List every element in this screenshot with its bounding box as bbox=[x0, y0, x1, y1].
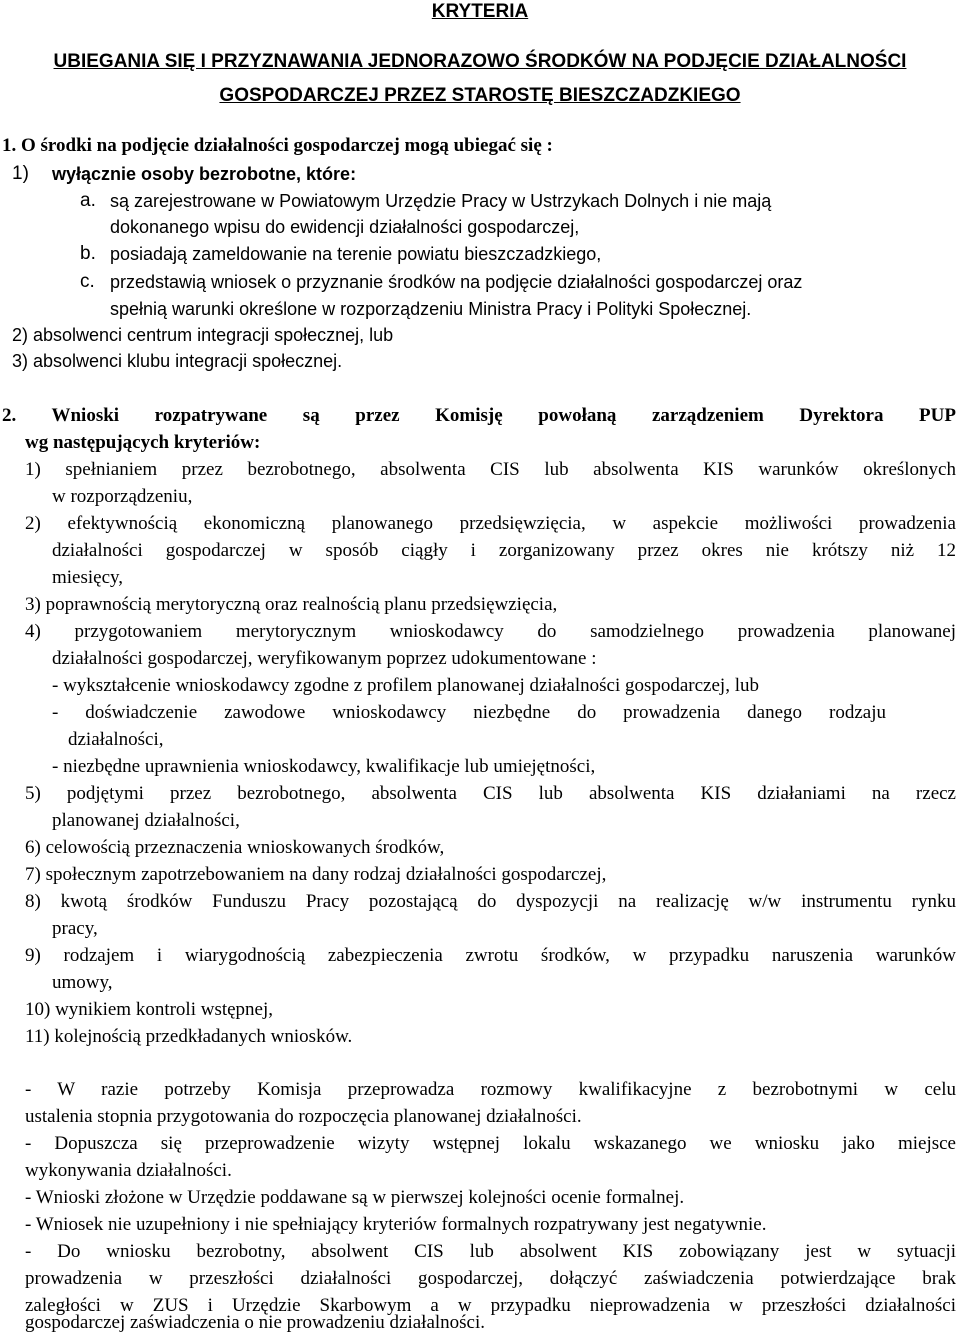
section-1-item-a-label: a. bbox=[80, 190, 96, 211]
criterion-11: 11) kolejnością przedkładanych wniosków. bbox=[25, 1026, 353, 1047]
criterion-6: 6) celowością przeznaczenia wnioskowanych środków, bbox=[25, 837, 445, 858]
section-2-heading-line-1: 2. Wnioski rozpatrywane są przez Komisję powołaną zarządzeniem Dyrektora PUP bbox=[2, 405, 956, 426]
section-1-item-a-line-1: są zarejestrowane w Powiatowym Urzędzie Pracy w Ustrzykach Dolnych i nie mają bbox=[110, 191, 772, 211]
criterion-10: 10) wynikiem kontroli wstępnej, bbox=[25, 999, 274, 1020]
section-2-heading-line-2: wg następujących kryteriów: bbox=[25, 432, 261, 453]
section-1-item-a-line-2: dokonanego wpisu do ewidencji działalności gospodarczej, bbox=[110, 217, 580, 237]
note-1-line-2: ustalenia stopnia przygotowania do rozpoczęcia planowanej działalności. bbox=[25, 1106, 582, 1127]
criterion-7: 7) społecznym zapotrzebowaniem na dany rodzaj działalności gospodarczej, bbox=[25, 864, 607, 885]
criterion-1-line-1: 1) spełnianiem przez bezrobotnego, absolwenta CIS lub absolwenta KIS warunków określonych bbox=[25, 459, 956, 480]
note-1-line-1: - W razie potrzeby Komisja przeprowadza rozmowy kwalifikacyjne z bezrobotnymi w celu bbox=[25, 1079, 956, 1100]
note-3: - Wnioski złożone w Urzędzie poddawane są w pierwszej kolejności ocenie formalnej. bbox=[25, 1187, 685, 1208]
document-subtitle-line-1: UBIEGANIA SIĘ I PRZYZNAWANIA JEDNORAZOWO ŚRODKÓW NA PODJĘCIE DZIAŁALNOŚCI bbox=[53, 51, 907, 72]
section-1-item-1-label: 1) bbox=[12, 163, 29, 184]
criterion-4-bullet-2-line-2: działalności, bbox=[68, 729, 164, 750]
section-1-item-b-label: b. bbox=[80, 243, 96, 264]
criterion-8-line-1: 8) kwotą środków Funduszu Pracy pozostającą do dyspozycji na realizację w/w instrumentu rynku bbox=[25, 891, 956, 912]
criterion-1-line-2: w rozporządzeniu, bbox=[52, 486, 193, 507]
criterion-5-line-1: 5) podjętymi przez bezrobotnego, absolwenta CIS lub absolwenta KIS działaniami na rzecz bbox=[25, 783, 956, 804]
section-1-item-b-line-1: posiadają zameldowanie na terenie powiatu bieszczadzkiego, bbox=[110, 244, 602, 264]
document-title: KRYTERIA bbox=[431, 1, 529, 22]
note-5-line-3: zaległości w ZUS i Urzędzie Skarbowym a w przypadku nieprowadzenia w przeszłości działalności bbox=[25, 1295, 956, 1316]
note-5-line-4: gospodarczej zaświadczenia o nie prowadzeniu działalności. bbox=[25, 1312, 486, 1333]
criterion-2-line-1: 2) efektywnością ekonomiczną planowanego przedsięwzięcia, w aspekcie możliwości prowadzenia bbox=[25, 513, 956, 534]
criterion-4-line-2: działalności gospodarczej, weryfikowanym poprzez udokumentowane : bbox=[52, 648, 597, 669]
note-2-line-1: - Dopuszcza się przeprowadzenie wizyty wstępnej lokalu wskazanego we wniosku jako miejsce bbox=[25, 1133, 956, 1154]
criterion-4-bullet-2-line-1: - doświadczenie zawodowe wnioskodawcy niezbędne do prowadzenia danego rodzaju bbox=[52, 702, 886, 723]
section-1-item-2: 2) absolwenci centrum integracji społecznej, lub bbox=[12, 325, 394, 345]
note-4: - Wniosek nie uzupełniony i nie spełniający kryteriów formalnych rozpatrywany jest negatywnie. bbox=[25, 1214, 767, 1235]
criterion-2-line-3: miesięcy, bbox=[52, 567, 124, 588]
section-1-item-c-line-2: spełnią warunki określone w rozporządzeniu Ministra Pracy i Polityki Społecznej. bbox=[110, 299, 752, 319]
section-1-item-1-text: wyłącznie osoby bezrobotne, które: bbox=[52, 164, 357, 184]
criterion-3: 3) poprawnością merytoryczną oraz realnością planu przedsięwzięcia, bbox=[25, 594, 558, 615]
section-1-item-c-label: c. bbox=[80, 271, 95, 292]
criterion-9-line-1: 9) rodzajem i wiarygodnością zabezpieczenia zwrotu środków, w przypadku naruszenia warunków bbox=[25, 945, 956, 966]
criterion-4-bullet-3: - niezbędne uprawnienia wnioskodawcy, kwalifikacje lub umiejętności, bbox=[52, 756, 596, 777]
criterion-4-bullet-1: - wykształcenie wnioskodawcy zgodne z profilem planowanej działalności gospodarczej, lub bbox=[52, 675, 759, 696]
section-1-heading: 1. O środki na podjęcie działalności gospodarczej mogą ubiegać się : bbox=[2, 135, 553, 156]
section-1-item-c-line-1: przedstawią wniosek o przyznanie środków na podjęcie działalności gospodarczej oraz bbox=[110, 272, 803, 292]
document-subtitle-line-2: GOSPODARCZEJ PRZEZ STAROSTĘ BIESZCZADZKIEGO bbox=[219, 85, 741, 106]
note-2-line-2: wykonywania działalności. bbox=[25, 1160, 232, 1181]
note-5-line-2: prowadzenia w przeszłości działalności gospodarczej, dołączyć zaświadczenia potwierdzające brak bbox=[25, 1268, 956, 1289]
section-1-item-3: 3) absolwenci klubu integracji społecznej. bbox=[12, 351, 343, 371]
note-5-line-1: - Do wniosku bezrobotny, absolwent CIS lub absolwent KIS zobowiązany jest w sytuacji bbox=[25, 1241, 956, 1262]
criterion-9-line-2: umowy, bbox=[52, 972, 113, 993]
criterion-2-line-2: działalności gospodarczej w sposób ciągły i zorganizowany przez okres nie krótszy niż 12 bbox=[52, 540, 956, 561]
criterion-4-line-1: 4) przygotowaniem merytorycznym wnioskodawcy do samodzielnego prowadzenia planowanej bbox=[25, 621, 956, 642]
criterion-5-line-2: planowanej działalności, bbox=[52, 810, 240, 831]
criterion-8-line-2: pracy, bbox=[52, 918, 98, 939]
